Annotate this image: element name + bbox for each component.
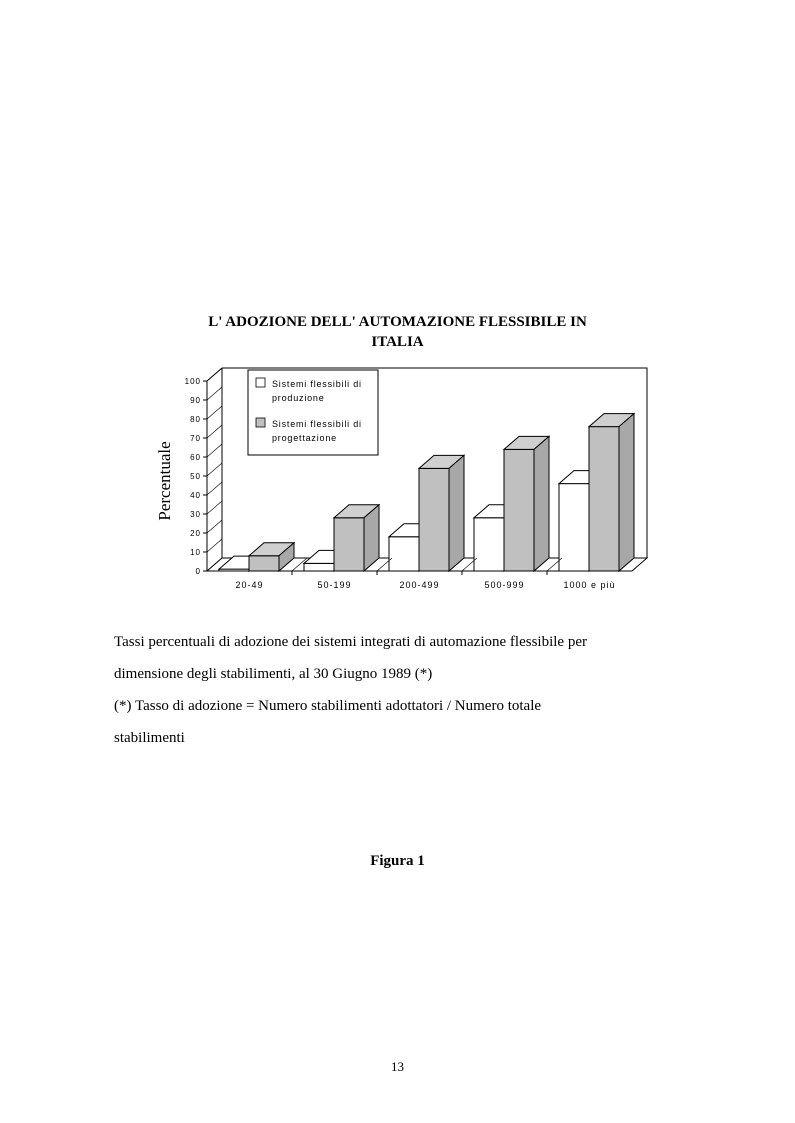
note-line-2: stabilimenti <box>114 730 185 746</box>
page-number: 13 <box>391 1059 404 1074</box>
bar-front <box>334 518 364 571</box>
bar-front <box>419 468 449 571</box>
y-tick-label: 0 <box>195 567 201 576</box>
legend-swatch-progettazione <box>256 418 265 427</box>
y-tick-label: 20 <box>190 529 201 538</box>
caption-line-2: dimensione degli stabilimenti, al 30 Giugno 1989 (*) <box>114 666 433 682</box>
bar-side <box>534 436 549 571</box>
y-tick-label: 60 <box>190 453 201 462</box>
y-tick-depth <box>207 406 222 419</box>
x-tick-label: 20-49 <box>235 580 264 590</box>
caption-line-1: Tassi percentuali di adozione dei sistemi integrati di automazione flessibile per <box>114 634 587 650</box>
bar-front <box>559 484 589 571</box>
figure-label: Figura 1 <box>370 853 425 869</box>
legend-label-produzione-1: Sistemi flessibili di <box>272 379 362 389</box>
y-tick-depth <box>207 520 222 533</box>
note-line-1: (*) Tasso di adozione = Numero stabilimenti adottatori / Numero totale <box>114 698 542 714</box>
bar-front <box>304 563 334 571</box>
y-tick-depth <box>207 501 222 514</box>
y-tick-label: 40 <box>190 491 201 500</box>
y-tick-label: 100 <box>184 377 201 386</box>
bar-front <box>589 427 619 571</box>
title-line-1: L' ADOZIONE DELL' AUTOMAZIONE FLESSIBILE IN <box>208 314 587 330</box>
legend-label-progettazione-1: Sistemi flessibili di <box>272 419 362 429</box>
caption <box>114 626 694 754</box>
x-tick-label: 500-999 <box>484 580 525 590</box>
bar-side <box>449 455 464 571</box>
y-tick-label: 80 <box>190 415 201 424</box>
x-tick-label: 200-499 <box>399 580 440 590</box>
legend-swatch-produzione <box>256 378 265 387</box>
y-tick-label: 70 <box>190 434 201 443</box>
bar-front <box>504 449 534 571</box>
y-axis-ticks <box>185 368 222 576</box>
bar-front <box>389 537 419 571</box>
y-tick-label: 10 <box>190 548 201 557</box>
y-tick-label: 90 <box>190 396 201 405</box>
y-tick-depth <box>207 444 222 457</box>
y-tick-label: 50 <box>190 472 201 481</box>
y-tick-depth <box>207 425 222 438</box>
bar-chart <box>150 364 660 594</box>
x-tick-label: 1000 e più <box>563 580 616 590</box>
y-tick-depth <box>207 482 222 495</box>
legend-label-progettazione-2: progettazione <box>272 433 337 443</box>
bar-front <box>249 556 279 571</box>
y-axis-label: Percentuale <box>155 441 174 521</box>
legend-label-produzione-2: produzione <box>272 393 325 403</box>
page-title <box>0 312 795 352</box>
y-tick-depth <box>207 463 222 476</box>
y-tick-depth <box>207 539 222 552</box>
title-line-2: ITALIA <box>371 334 424 350</box>
y-tick-label: 30 <box>190 510 201 519</box>
bar-side <box>619 414 634 571</box>
x-tick-label: 50-199 <box>317 580 352 590</box>
bar-front <box>474 518 504 571</box>
y-tick-depth <box>207 387 222 400</box>
legend <box>248 370 378 455</box>
y-tick-depth <box>207 368 222 381</box>
